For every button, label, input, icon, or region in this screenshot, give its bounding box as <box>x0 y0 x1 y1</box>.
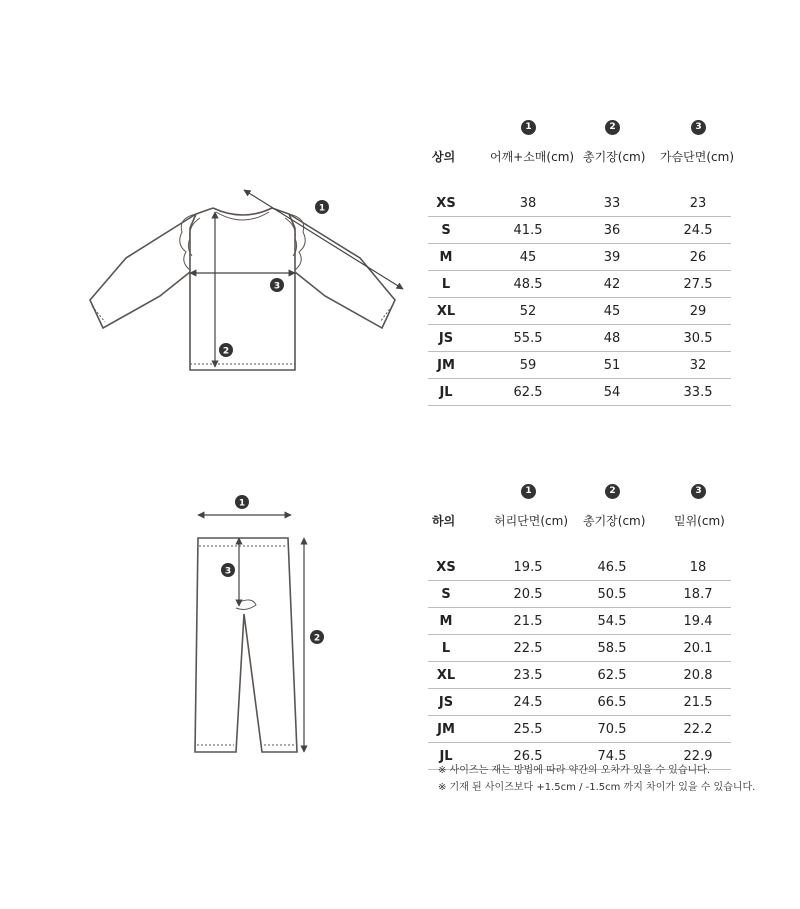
top-col3-header: 가슴단면(cm) <box>660 150 735 164</box>
svg-text:3: 3 <box>273 281 281 292</box>
top-shirt-illustration <box>90 190 403 370</box>
top-col3-badge: 3 <box>691 120 706 135</box>
table-row: XS 19.5 46.5 18 <box>428 554 731 581</box>
table-row: L 48.5 42 27.5 <box>428 271 731 298</box>
bottom-pants-illustration <box>195 495 324 752</box>
bottom-col1-header: 허리단면(cm) <box>494 514 569 528</box>
size-notes <box>438 762 755 796</box>
svg-text:3: 3 <box>224 566 232 577</box>
table-row: JM 25.5 70.5 22.2 <box>428 716 731 743</box>
top-marker-2 <box>219 343 233 357</box>
table-row: JL 62.5 54 33.5 <box>428 379 731 406</box>
bottom-col1-badge: 1 <box>521 484 536 499</box>
svg-text:2: 2 <box>222 346 230 357</box>
top-col2-badge: 2 <box>605 120 620 135</box>
bottom-marker-3 <box>221 563 235 577</box>
svg-text:1: 1 <box>238 498 246 509</box>
top-marker-1 <box>315 200 329 214</box>
top-col1-badge: 1 <box>521 120 536 135</box>
note-measurement: ※ 사이즈는 재는 방법에 따라 약간의 오차가 있을 수 있습니다. <box>438 765 711 776</box>
table-row: S 41.5 36 24.5 <box>428 217 731 244</box>
top-header-row <box>428 140 735 170</box>
svg-text:2: 2 <box>313 633 321 644</box>
bottom-col3-header: 밑위(cm) <box>674 514 725 528</box>
table-row: JS 24.5 66.5 21.5 <box>428 689 731 716</box>
svg-text:1: 1 <box>318 203 326 214</box>
bottom-badge-row <box>428 484 731 504</box>
bottom-col2-badge: 2 <box>605 484 620 499</box>
table-row: JM 59 51 32 <box>428 352 731 379</box>
note-tolerance: ※ 기재 된 사이즈보다 +1.5cm / -1.5cm 까지 차이가 있을 수 있습니다. <box>438 782 756 793</box>
table-row: XL 23.5 62.5 20.8 <box>428 662 731 689</box>
top-category-label: 상의 <box>432 150 456 164</box>
table-row: M 45 39 26 <box>428 244 731 271</box>
table-row: L 22.5 58.5 20.1 <box>428 635 731 662</box>
bottom-marker-2 <box>310 630 324 644</box>
top-marker-3 <box>270 278 284 292</box>
table-row: JS 55.5 48 30.5 <box>428 325 731 352</box>
bottom-marker-1 <box>235 495 249 509</box>
top-col1-header: 어깨+소매(cm) <box>490 150 575 164</box>
table-row: XL 52 45 29 <box>428 298 731 325</box>
bottom-size-table <box>428 484 731 770</box>
table-row: XS 38 33 23 <box>428 190 731 217</box>
bottom-col2-header: 총기장(cm) <box>583 514 646 528</box>
bottom-header-row <box>428 504 731 534</box>
bottom-category-label: 하의 <box>432 514 456 528</box>
top-badge-row <box>428 120 731 140</box>
top-size-table <box>428 120 735 406</box>
table-row: JL 26.5 74.5 22.9 <box>428 743 731 770</box>
table-row: M 21.5 54.5 19.4 <box>428 608 731 635</box>
bottom-col3-badge: 3 <box>691 484 706 499</box>
top-col2-header: 총기장(cm) <box>583 150 646 164</box>
table-row: S 20.5 50.5 18.7 <box>428 581 731 608</box>
